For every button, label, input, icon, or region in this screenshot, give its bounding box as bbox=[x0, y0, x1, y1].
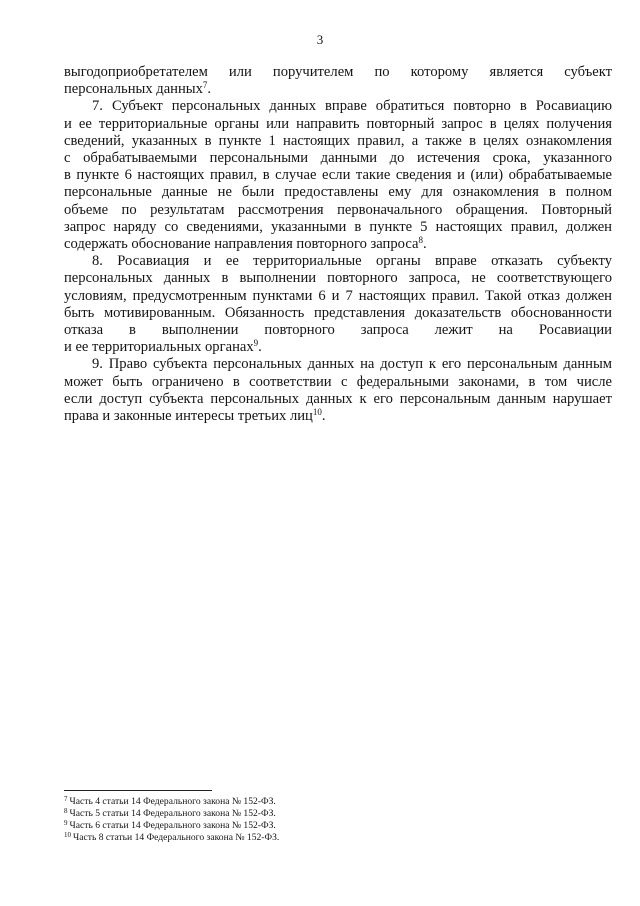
text-line bbox=[64, 236, 612, 253]
text-line-content: персональных данных bbox=[64, 81, 203, 98]
text-line-content: содержать обоснование направления повторного запроса bbox=[64, 236, 419, 253]
text-line: объеме по результатам рассмотрения первоначального обращения. Повторный bbox=[64, 201, 612, 218]
footnote-8 bbox=[64, 808, 584, 820]
footnote-9 bbox=[64, 820, 584, 832]
document-body bbox=[64, 64, 612, 425]
text-line: может быть ограничено в соответствии с федеральными законами, в том числе bbox=[64, 373, 612, 390]
footnote-divider bbox=[64, 790, 212, 791]
text-line bbox=[64, 81, 612, 98]
paragraph-9 bbox=[64, 356, 612, 425]
sentence-end: . bbox=[207, 81, 212, 98]
text-line-content: и ее территориальных органах bbox=[64, 339, 254, 356]
sentence-end: . bbox=[422, 236, 427, 253]
text-line: персональных данных в выполнении повторного запроса, не соответствующего bbox=[64, 270, 612, 287]
footnote-mark: 10 bbox=[64, 831, 71, 839]
paragraph-8 bbox=[64, 253, 612, 356]
text-line bbox=[64, 339, 612, 356]
paragraph-continuation bbox=[64, 64, 612, 98]
footnote-mark: 9 bbox=[64, 819, 68, 827]
text-line: 8. Росавиация и ее территориальные органы вправе отказать субъекту bbox=[92, 253, 612, 270]
footnote-10 bbox=[64, 832, 584, 844]
text-line: и ее территориальные органы или направить повторный запрос в целях получения bbox=[64, 115, 612, 132]
text-line: запрос наряду со сведениями, указанными в пункте 5 настоящих правил, должен bbox=[64, 218, 612, 235]
footnote-reference[interactable]: 7 bbox=[202, 80, 208, 91]
text-line: с обрабатываемыми персональными данными до истечения срока, указанного bbox=[64, 150, 612, 167]
text-line bbox=[64, 408, 612, 425]
text-line: персональные данные не были предоставлены ему для ознакомления в полном bbox=[64, 184, 612, 201]
sentence-end: . bbox=[321, 408, 326, 425]
text-line: отказа в выполнении повторного запроса лежит на Росавиации bbox=[64, 322, 612, 339]
paragraph-7 bbox=[64, 98, 612, 253]
footnote-reference[interactable]: 8 bbox=[418, 235, 423, 246]
footnote-text: Часть 5 статьи 14 Федерального закона № 152-ФЗ. bbox=[69, 808, 276, 819]
text-line-content: права и законные интересы третьих лиц bbox=[64, 408, 313, 425]
footnote-reference[interactable]: 10 bbox=[312, 407, 322, 418]
page-number: 3 bbox=[316, 32, 324, 47]
text-line: 7. Субъект персональных данных вправе обратиться повторно в Росавиацию bbox=[92, 98, 612, 115]
text-line: в пункте 6 настоящих правил, в случае если такие сведения и (или) обрабатываемые bbox=[64, 167, 612, 184]
text-line: если доступ субъекта персональных данных к его персональным данным нарушает bbox=[64, 390, 612, 407]
footnote-mark: 7 bbox=[64, 795, 68, 803]
footnote-text: Часть 8 статьи 14 Федерального закона № 152-ФЗ. bbox=[73, 832, 280, 843]
text-line: сведений, указанных в пункте 1 настоящих правил, а также в целях ознакомления bbox=[64, 132, 612, 149]
text-line: быть мотивированным. Обязанность представления доказательств обоснованности bbox=[64, 304, 612, 321]
text-line: условиям, предусмотренным пунктами 6 и 7 настоящих правил. Такой отказ должен bbox=[64, 287, 612, 304]
text-line: 9. Право субъекта персональных данных на доступ к его персональным данным bbox=[92, 356, 612, 373]
footnote-reference[interactable]: 9 bbox=[253, 338, 259, 349]
text-line: выгодоприобретателем или поручителем по которому является субъект bbox=[64, 64, 612, 80]
sentence-end: . bbox=[258, 339, 262, 356]
footnote-7 bbox=[64, 796, 584, 808]
footnote-text: Часть 6 статьи 14 Федерального закона № 152-ФЗ. bbox=[69, 820, 276, 831]
footnote-text: Часть 4 статьи 14 Федерального закона № 152-ФЗ. bbox=[69, 796, 276, 807]
footnotes bbox=[64, 796, 584, 844]
footnote-mark: 8 bbox=[64, 807, 68, 815]
